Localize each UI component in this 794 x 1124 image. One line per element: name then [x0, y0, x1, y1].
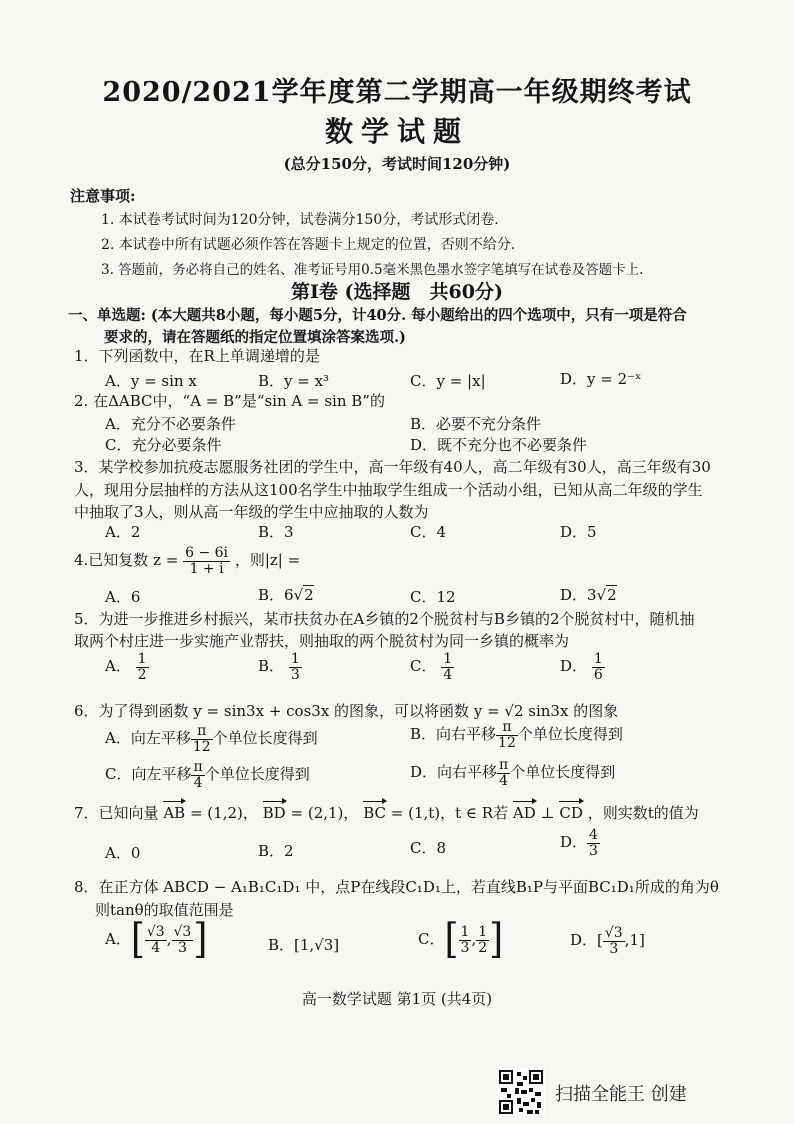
q6-option-a	[105, 724, 318, 754]
sqrt-sign: √2	[596, 586, 617, 604]
numerator: √3	[604, 925, 623, 941]
fraction	[459, 925, 472, 955]
q2-option-b: B．必要不充分条件	[410, 415, 542, 433]
q5-stem: 5．为进一步推进乡村振兴，某市扶贫办在A乡镇的2个脱贫村与B乡镇的2个脱贫村中，随机抽	[74, 610, 695, 628]
q5-option-b	[258, 652, 302, 682]
numerator: 1	[478, 923, 488, 940]
fraction	[592, 652, 605, 682]
right-bracket: ]	[489, 915, 504, 963]
fraction	[496, 720, 518, 750]
vector-bc: BC	[363, 804, 386, 822]
scanner-watermark: 扫描全能王 创建	[555, 1084, 687, 1105]
numerator: 1	[593, 651, 603, 667]
denominator: 12	[192, 738, 211, 755]
fraction	[603, 926, 625, 956]
left-bracket: [	[444, 915, 459, 963]
vector-cd: CD	[559, 804, 583, 822]
q2-option-d: D．既不充分也不必要条件	[410, 436, 588, 454]
vector-ad: AD	[512, 804, 536, 822]
q1-option-d: D．y = 2⁻ˣ	[560, 370, 642, 388]
q6-stem: 6．为了得到函数 y = sin3x + cos3x 的图象，可以将函数 y = √2 sin3x 的图象	[74, 702, 619, 720]
q3-option-c: C．4	[410, 523, 447, 541]
option-text: 个单位长度得到	[204, 765, 310, 784]
denominator: 2	[478, 939, 488, 956]
q6-option-b	[410, 720, 623, 750]
exam-info: (总分150分，考试时间120分钟)	[283, 155, 511, 173]
numerator: √3	[173, 923, 192, 940]
option-label: A．	[105, 930, 131, 948]
q1-option-a: A．y = sin x	[105, 372, 197, 390]
q8-stem: 8．在正方体 ABCD − A₁B₁C₁D₁ 中，点P在线段C₁D₁上，若直线B₁P与平面BC₁D₁所成的角为θ	[74, 878, 719, 896]
left-bracket: [	[130, 915, 145, 963]
q7-stem	[74, 802, 699, 823]
perpendicular-sign: ⊥	[540, 804, 555, 822]
fraction	[145, 925, 167, 955]
separator: ,	[471, 930, 477, 948]
option-label: B．	[258, 657, 285, 676]
denominator: 6	[593, 666, 603, 683]
fraction	[441, 652, 454, 682]
numerator: π	[496, 720, 518, 736]
fraction	[136, 652, 149, 682]
option-label: D．[	[570, 931, 603, 950]
fraction	[172, 925, 194, 955]
denominator: 4	[151, 939, 161, 956]
option-text: C．向左平移	[105, 765, 192, 784]
denominator: 4	[499, 772, 509, 789]
q3-option-d: D．5	[560, 523, 597, 541]
numerator: 1	[460, 923, 470, 940]
q4-option-b-label: B．6	[258, 586, 294, 604]
exam-title: 2020/2021学年度第二学期高一年级期终考试	[102, 77, 692, 108]
q4-denominator: 1 + i	[189, 560, 224, 577]
numerator: 1	[290, 651, 300, 667]
right-bracket: ]	[193, 915, 208, 963]
q4-option-d-radicand: 2	[607, 586, 617, 604]
q7-text: = (1,2)，	[189, 804, 258, 822]
q8-option-b: B．[1,√3]	[268, 936, 340, 954]
q2-option-a: A．充分不必要条件	[105, 415, 236, 433]
fraction	[289, 652, 302, 682]
numerator: 1	[137, 651, 147, 667]
numerator: π	[191, 724, 213, 740]
separator: ,	[166, 930, 172, 948]
q8-option-a	[105, 915, 208, 963]
q7-option-a: A．0	[105, 844, 141, 862]
q1-stem: 1．下列函数中，在R上单调递增的是	[74, 347, 320, 365]
q8-option-c	[418, 915, 504, 963]
option-text: 个单位长度得到	[212, 729, 318, 748]
fraction	[191, 760, 204, 790]
q7-option-c: C．8	[410, 839, 447, 857]
denominator: 3	[290, 666, 300, 683]
notes-heading: 注意事项:	[70, 187, 136, 205]
option-text: 个单位长度得到	[510, 763, 616, 782]
denominator: 3	[609, 940, 619, 957]
q4-option-d-label: D．3	[560, 586, 597, 604]
option-text: D．向右平移	[410, 763, 498, 782]
q3-option-b: B．3	[258, 523, 294, 541]
q4-option-b	[258, 584, 314, 605]
note-item: 1. 本试卷考试时间为120分钟，试卷满分150分，考试形式闭卷.	[101, 212, 499, 228]
numerator: 1	[443, 651, 453, 667]
fraction	[587, 828, 600, 858]
q3-stem: 3．某学校参加抗疫志愿服务社团的学生中，高一年级有40人，高二年级有30人，高三年级有30	[74, 458, 711, 476]
option-label: D．	[560, 833, 588, 852]
q7-option-b: B．2	[258, 842, 294, 860]
numerator: π	[499, 757, 509, 773]
option-label: A．	[105, 657, 131, 676]
q4-numerator: 6 − 6i	[185, 545, 229, 561]
q5-option-d	[560, 652, 605, 682]
numerator: √3	[146, 923, 165, 940]
denominator: 3	[460, 939, 470, 956]
q4-option-d	[560, 584, 617, 605]
denominator: 12	[498, 734, 516, 751]
q5-option-c	[410, 652, 454, 682]
part1-instructions: 一、单选题: (本大题共8小题，每小题5分，计40分. 每小题给出的四个选项中，只有一项是符合	[68, 307, 687, 324]
q6-option-c	[105, 760, 310, 790]
page-footer: 高一数学试题 第1页 (共4页)	[301, 990, 493, 1008]
numerator: 4	[589, 827, 598, 843]
option-text: 个单位长度得到	[517, 725, 623, 744]
denominator: 3	[177, 939, 187, 956]
denominator: 2	[137, 666, 147, 683]
q4-stem-post: ，则|z| =	[234, 551, 301, 570]
denominator: 3	[589, 842, 598, 859]
numerator: π	[193, 759, 203, 775]
q2-option-c: C．充分必要条件	[105, 436, 222, 454]
option-label: C．	[418, 930, 445, 948]
fraction	[497, 758, 510, 788]
q4-stem	[74, 546, 300, 576]
denominator: 4	[193, 774, 203, 791]
note-item: 3. 答题前，务必将自己的姓名、准考证号用0.5毫米黑色墨水签字笔填写在试卷及答题卡上.	[101, 262, 644, 278]
q1-option-b: B．y = x³	[258, 372, 330, 390]
note-item: 2. 本试卷中所有试题必须作答在答题卡上规定的位置，否则不给分.	[101, 237, 516, 253]
q7-text: 7．已知向量	[74, 804, 159, 822]
q4-fraction	[183, 546, 230, 576]
q4-option-a: A．6	[105, 588, 141, 606]
option-label: C．	[410, 657, 437, 676]
vector-ab: AB	[163, 804, 186, 822]
option-text: ,1]	[624, 931, 645, 950]
q8-stem: 则tanθ的取值范围是	[95, 901, 234, 919]
fraction	[476, 925, 489, 955]
q3-stem: 人，现用分层抽样的方法从这100名学生中抽取学生组成一个活动小组，已知从高二年级的学生	[74, 481, 703, 499]
q7-option-d	[560, 828, 600, 858]
qr-code-icon	[497, 1068, 545, 1116]
q7-text: ，则实数t的值为	[587, 804, 699, 822]
q2-stem: 2. 在ΔABC中，“A = B”是“sin A = sin B”的	[74, 392, 385, 410]
part1-instructions: 要求的，请在答题纸的指定位置填涂答案选项.)	[104, 329, 406, 346]
section-heading: 第Ⅰ卷 (选择题 共60分)	[291, 281, 503, 303]
option-text: A．向左平移	[105, 729, 191, 748]
q7-text: = (1,t)，t ∈ R若	[390, 804, 509, 822]
fraction	[191, 724, 213, 754]
q6-option-d	[410, 758, 615, 788]
q5-stem: 取两个村庄进一步实施产业帮扶，则抽取的两个脱贫村为同一乡镇的概率为	[74, 632, 570, 650]
vector-bd: BD	[262, 804, 286, 822]
q3-stem: 中抽取了3人，则从高一年级的学生中应抽取的人数为	[74, 503, 429, 521]
q8-option-d	[570, 926, 645, 956]
q4-stem-pre: 4.已知复数 z =	[74, 551, 179, 570]
sqrt-sign: √2	[293, 586, 314, 604]
subject-title: 数学试题	[324, 115, 469, 148]
q4-option-b-radicand: 2	[304, 586, 314, 604]
q3-option-a: A．2	[105, 523, 141, 541]
q5-option-a	[105, 652, 149, 682]
denominator: 4	[443, 666, 453, 683]
q7-text: = (2,1)，	[290, 804, 359, 822]
option-text: B．向右平移	[410, 725, 497, 744]
q4-option-c: C．12	[410, 588, 456, 606]
option-label: D．	[560, 657, 588, 676]
q1-option-c: C．y = |x|	[410, 372, 486, 390]
